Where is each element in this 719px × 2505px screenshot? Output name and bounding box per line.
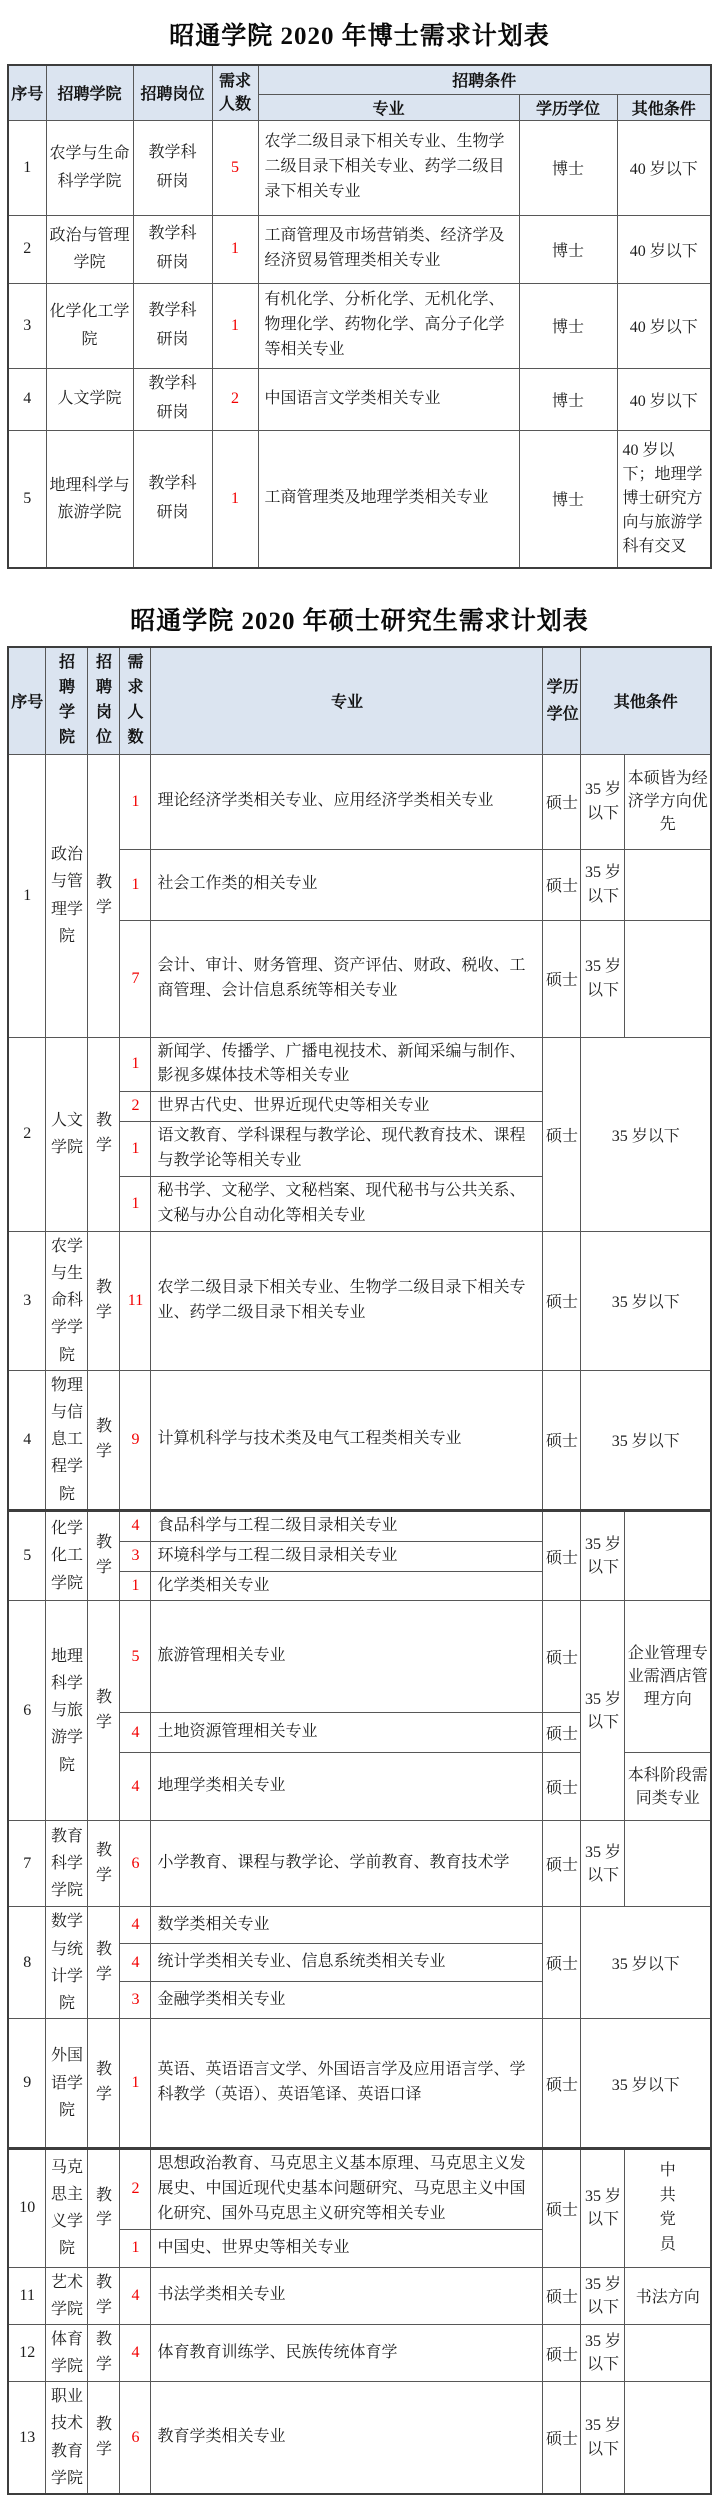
master-table-title: 昭通学院 2020 年硕士研究生需求计划表 (130, 608, 589, 635)
count-cell: 1 (120, 1037, 151, 1092)
major-cell: 土地资源管理相关专业 (151, 1713, 543, 1753)
position-cell (88, 2149, 120, 2267)
count-cell: 2 (120, 2149, 151, 2229)
college-cell (46, 1231, 88, 1370)
no-cell: 9 (8, 2019, 46, 2149)
header-other: 其他条件 (617, 94, 711, 120)
count-cell: 6 (120, 1821, 151, 1907)
major-cell: 英语、英语语言文学、外国语言学及应用语言学、学科教学（英语）、英语笔译、英语口译 (151, 2019, 543, 2149)
position-cell (88, 1370, 120, 1510)
no-cell: 6 (8, 1601, 46, 1821)
no-cell: 1 (8, 754, 46, 1037)
position-cell (88, 2382, 120, 2494)
header-college-label: 招聘学院 (58, 654, 75, 746)
college-label: 外国语学院 (50, 2047, 83, 2119)
major-cell: 旅游管理相关专业 (151, 1601, 543, 1713)
degree-cell: 硕士 (543, 920, 581, 1037)
position-label: 教学 (95, 2415, 112, 2458)
college-label: 数学与统计学院 (50, 1913, 83, 2012)
header-position: 招聘岗位 (133, 65, 212, 120)
position-cell (88, 754, 120, 1037)
degree-cell: 硕士 (543, 2324, 581, 2381)
position-label: 教学 (95, 1940, 112, 1983)
degree-cell: 硕士 (543, 1601, 581, 1713)
count-cell: 1 (120, 2019, 151, 2149)
major-cell: 农学二级目录下相关专业、生物学二级目录下相关专业、药学二级目录下相关专业 (258, 120, 519, 215)
no-cell: 13 (8, 2382, 46, 2494)
other-cell (625, 2149, 711, 2267)
other-cell: 40 岁以下；地理学博士研究方向与旅游学科有交叉 (617, 430, 711, 568)
table-row (8, 1370, 711, 1510)
college-cell: 政治与管理学院 (46, 215, 133, 283)
position-label: 教学 (95, 2273, 112, 2316)
major-cell: 中国语言文学类相关专业 (258, 368, 519, 430)
position-cell (88, 2324, 120, 2381)
header-major: 专业 (151, 647, 543, 754)
table-row (8, 2267, 711, 2324)
major-cell: 思想政治教育、马克思主义基本原理、马克思主义发展史、中国近现代史基本问题研究、马克思主义中国化研究、国外马克思主义研究等相关专业 (151, 2149, 543, 2229)
age-cell: 35 岁以下 (581, 920, 625, 1037)
count-cell: 6 (120, 2382, 151, 2494)
college-label: 地理科学与旅游学院 (50, 1647, 83, 1774)
position-label: 教学 (95, 1689, 112, 1731)
major-cell: 会计、审计、财务管理、资产评估、财政、税收、工商管理、会计信息系统等相关专业 (151, 920, 543, 1037)
header-college (46, 647, 88, 754)
college-label: 化学化工学院 (50, 1520, 83, 1592)
other-cell (625, 849, 711, 920)
college-label: 教育科学学院 (50, 1828, 83, 1900)
doctoral-demand-table (7, 64, 712, 569)
degree-cell: 硕士 (543, 2382, 581, 2494)
header-other: 其他条件 (581, 647, 711, 754)
college-cell (46, 1370, 88, 1510)
age-cell: 35 岁以下 (581, 1037, 711, 1231)
header-no: 序号 (8, 65, 46, 120)
no-cell: 2 (8, 215, 46, 283)
no-cell: 2 (8, 1037, 46, 1231)
age-cell: 35 岁以下 (581, 1601, 625, 1821)
college-cell (46, 1037, 88, 1231)
position-cell: 教学科研岗 (133, 120, 212, 215)
major-cell: 秘书学、文秘学、文秘档案、现代秘书与公共关系、文秘与办公自动化等相关专业 (151, 1176, 543, 1231)
age-cell: 35 岁以下 (581, 2019, 711, 2149)
position-label: 教学 (95, 1112, 112, 1155)
table-header-row (8, 65, 711, 94)
other-cell (625, 2382, 711, 2494)
header-count: 需求人数 (212, 65, 258, 120)
count-cell: 4 (120, 2267, 151, 2324)
other-cell: 40 岁以下 (617, 120, 711, 215)
no-cell: 7 (8, 1821, 46, 1907)
degree-cell: 硕士 (543, 1907, 581, 2019)
table-row (8, 1907, 711, 1944)
major-cell: 农学二级目录下相关专业、生物学二级目录下相关专业、药学二级目录下相关专业 (151, 1231, 543, 1370)
major-cell: 统计学类相关专业、信息系统类相关专业 (151, 1944, 543, 1982)
count-cell: 4 (120, 1510, 151, 1541)
position-cell (88, 1601, 120, 1821)
age-cell: 35 岁以下 (581, 1231, 711, 1370)
major-cell: 新闻学、传播学、广播电视技术、新闻采编与制作、影视多媒体技术等相关专业 (151, 1037, 543, 1092)
other-cell (625, 1510, 711, 1601)
college-label: 农学与生命科学学院 (50, 1237, 83, 1364)
college-label: 艺术学院 (50, 2273, 83, 2318)
doctoral-table-title: 昭通学院 2020 年博士需求计划表 (169, 23, 550, 50)
count-cell: 1 (120, 754, 151, 849)
age-cell: 35 岁以下 (581, 2324, 625, 2381)
header-count-label: 需求人数 (127, 654, 144, 746)
count-cell: 1 (120, 2229, 151, 2267)
other-cell: 本科阶段需同类专业 (625, 1753, 711, 1821)
college-cell (46, 1510, 88, 1601)
position-label: 教学 (95, 1418, 112, 1460)
college-cell: 地理科学与旅游学院 (46, 430, 133, 568)
major-cell: 社会工作类的相关专业 (151, 849, 543, 920)
count-cell: 2 (120, 1092, 151, 1122)
age-cell: 35 岁以下 (581, 849, 625, 920)
college-label: 政治与管理学院 (50, 846, 83, 945)
table-row (8, 283, 711, 368)
age-cell: 35 岁以下 (581, 1907, 711, 2019)
college-label: 体育学院 (50, 2330, 83, 2376)
table-header-row (8, 647, 711, 754)
table-row (8, 430, 711, 568)
major-cell: 教育学类相关专业 (151, 2382, 543, 2494)
position-label: 教学 (95, 1842, 112, 1884)
major-cell: 地理学类相关专业 (151, 1753, 543, 1821)
age-cell: 35 岁以下 (581, 1370, 711, 1510)
major-cell: 环境科学与工程二级目录相关专业 (151, 1541, 543, 1571)
college-label: 马克思主义学院 (50, 2158, 83, 2258)
college-cell (46, 2324, 88, 2381)
position-label: 教学 (95, 2186, 112, 2229)
position-cell (88, 1907, 120, 2019)
table-row (8, 1821, 711, 1907)
count-cell: 5 (120, 1601, 151, 1713)
no-cell: 5 (8, 1510, 46, 1601)
degree-cell: 硕士 (543, 1037, 581, 1231)
major-cell: 理论经济学类相关专业、应用经济学类相关专业 (151, 754, 543, 849)
table-row (8, 1037, 711, 1092)
no-cell: 11 (8, 2267, 46, 2324)
major-cell: 语文教育、学科课程与教学论、现代教育技术、课程与教学论等相关专业 (151, 1121, 543, 1176)
other-cell: 40 岁以下 (617, 283, 711, 368)
major-cell: 中国史、世界史等相关专业 (151, 2229, 543, 2267)
count-cell: 1 (212, 430, 258, 568)
age-cell: 35 岁以下 (581, 754, 625, 849)
college-cell (46, 2382, 88, 2494)
no-cell: 1 (8, 120, 46, 215)
major-cell: 计算机科学与技术类及电气工程类相关专业 (151, 1370, 543, 1510)
count-cell: 1 (120, 1176, 151, 1231)
count-cell: 7 (120, 920, 151, 1037)
degree-cell: 硕士 (543, 1713, 581, 1753)
position-label: 教学 (95, 2331, 112, 2374)
degree-cell: 硕士 (543, 1231, 581, 1370)
college-cell (46, 2149, 88, 2267)
no-cell: 12 (8, 2324, 46, 2381)
header-degree: 学历学位 (519, 94, 617, 120)
major-cell: 金融学类相关专业 (151, 1982, 543, 2019)
count-cell: 4 (120, 1944, 151, 1982)
degree-cell: 硕士 (543, 2149, 581, 2267)
table-row (8, 368, 711, 430)
position-label: 教学 (95, 1534, 112, 1577)
college-cell: 农学与生命科学学院 (46, 120, 133, 215)
count-cell: 3 (120, 1982, 151, 2019)
no-cell: 8 (8, 1907, 46, 2019)
college-cell (46, 2019, 88, 2149)
header-count (120, 647, 151, 754)
table-row (8, 215, 711, 283)
no-cell: 3 (8, 1231, 46, 1370)
no-cell: 4 (8, 368, 46, 430)
age-cell: 35 岁以下 (581, 1510, 625, 1601)
count-cell: 1 (120, 1571, 151, 1601)
major-cell: 工商管理类及地理学类相关专业 (258, 430, 519, 568)
degree-cell: 硕士 (543, 1370, 581, 1510)
other-cell: 企业管理专业需酒店管理方向 (625, 1601, 711, 1753)
master-demand-table (7, 646, 712, 2495)
degree-cell: 硕士 (543, 1753, 581, 1821)
count-cell: 1 (120, 1121, 151, 1176)
count-cell: 11 (120, 1231, 151, 1370)
other-cell (625, 1821, 711, 1907)
header-major: 专业 (258, 94, 519, 120)
major-cell: 体育教育训练学、民族传统体育学 (151, 2324, 543, 2381)
degree-cell: 博士 (519, 368, 617, 430)
table-row (8, 120, 711, 215)
position-cell: 教学科研岗 (133, 368, 212, 430)
degree-cell: 硕士 (543, 849, 581, 920)
header-degree-label: 学历学位 (546, 678, 579, 723)
degree-cell: 硕士 (543, 1510, 581, 1601)
major-cell: 有机化学、分析化学、无机化学、物理化学、药物化学、高分子化学等相关专业 (258, 283, 519, 368)
count-cell: 9 (120, 1370, 151, 1510)
degree-cell: 博士 (519, 430, 617, 568)
table-row (8, 2382, 711, 2494)
college-label: 物理与信息工程学院 (50, 1376, 83, 1503)
header-position (88, 647, 120, 754)
degree-cell: 硕士 (543, 2019, 581, 2149)
no-cell: 10 (8, 2149, 46, 2267)
count-cell: 4 (120, 1907, 151, 1944)
age-cell: 35 岁以下 (581, 2149, 625, 2267)
college-cell: 人文学院 (46, 368, 133, 430)
position-cell (88, 1821, 120, 1907)
major-cell: 世界古代史、世界近现代史等相关专业 (151, 1092, 543, 1122)
count-cell: 1 (120, 849, 151, 920)
college-label: 职业技术教育学院 (50, 2388, 83, 2487)
position-cell (88, 1231, 120, 1370)
no-cell: 4 (8, 1370, 46, 1510)
count-cell: 1 (212, 215, 258, 283)
major-cell: 小学教育、课程与教学论、学前教育、教育技术学 (151, 1821, 543, 1907)
position-cell (88, 2267, 120, 2324)
header-college: 招聘学院 (46, 65, 133, 120)
college-cell (46, 754, 88, 1037)
degree-cell: 硕士 (543, 1821, 581, 1907)
header-degree (543, 647, 581, 754)
college-cell (46, 2267, 88, 2324)
other-cell: 40 岁以下 (617, 215, 711, 283)
college-cell (46, 1601, 88, 1821)
count-cell: 4 (120, 1713, 151, 1753)
table-row (8, 2324, 711, 2381)
other-cell: 本硕皆为经济学方向优先 (625, 754, 711, 849)
other-cell (625, 2324, 711, 2381)
position-label: 教学 (95, 1279, 112, 1321)
table-row (8, 1601, 711, 1713)
count-cell: 2 (212, 368, 258, 430)
major-cell: 数学类相关专业 (151, 1907, 543, 1944)
table-row (8, 1510, 711, 1541)
age-cell: 35 岁以下 (581, 2267, 625, 2324)
degree-cell: 博士 (519, 283, 617, 368)
other-cell (625, 920, 711, 1037)
college-cell: 化学化工学院 (46, 283, 133, 368)
table-row (8, 1231, 711, 1370)
count-cell: 1 (212, 283, 258, 368)
age-cell: 35 岁以下 (581, 2382, 625, 2494)
age-cell: 35 岁以下 (581, 1821, 625, 1907)
college-cell (46, 1821, 88, 1907)
count-cell: 4 (120, 1753, 151, 1821)
degree-cell: 博士 (519, 215, 617, 283)
position-label: 教学 (95, 873, 112, 916)
degree-cell: 硕士 (543, 754, 581, 849)
header-no: 序号 (8, 647, 46, 754)
degree-cell: 硕士 (543, 2267, 581, 2324)
major-cell: 工商管理及市场营销类、经济学及经济贸易管理类相关专业 (258, 215, 519, 283)
major-cell: 书法学类相关专业 (151, 2267, 543, 2324)
position-label: 教学 (95, 2061, 112, 2104)
major-cell: 化学类相关专业 (151, 1571, 543, 1601)
other-label: 中共党员 (659, 2161, 676, 2254)
count-cell: 5 (212, 120, 258, 215)
major-cell: 食品科学与工程二级目录相关专业 (151, 1510, 543, 1541)
no-cell: 5 (8, 430, 46, 568)
other-cell: 书法方向 (625, 2267, 711, 2324)
count-cell: 3 (120, 1541, 151, 1571)
position-cell: 教学科研岗 (133, 215, 212, 283)
degree-cell: 博士 (519, 120, 617, 215)
other-cell: 40 岁以下 (617, 368, 711, 430)
table-row (8, 2149, 711, 2229)
position-cell (88, 1510, 120, 1601)
position-cell (88, 2019, 120, 2149)
no-cell: 3 (8, 283, 46, 368)
header-position-label: 招聘岗位 (95, 654, 112, 746)
position-cell: 教学科研岗 (133, 430, 212, 568)
table-row (8, 754, 711, 849)
college-cell (46, 1907, 88, 2019)
table-row (8, 2019, 711, 2149)
position-cell (88, 1037, 120, 1231)
count-cell: 4 (120, 2324, 151, 2381)
header-conditions: 招聘条件 (258, 65, 711, 94)
position-cell: 教学科研岗 (133, 283, 212, 368)
college-label: 人文学院 (50, 1112, 83, 1157)
